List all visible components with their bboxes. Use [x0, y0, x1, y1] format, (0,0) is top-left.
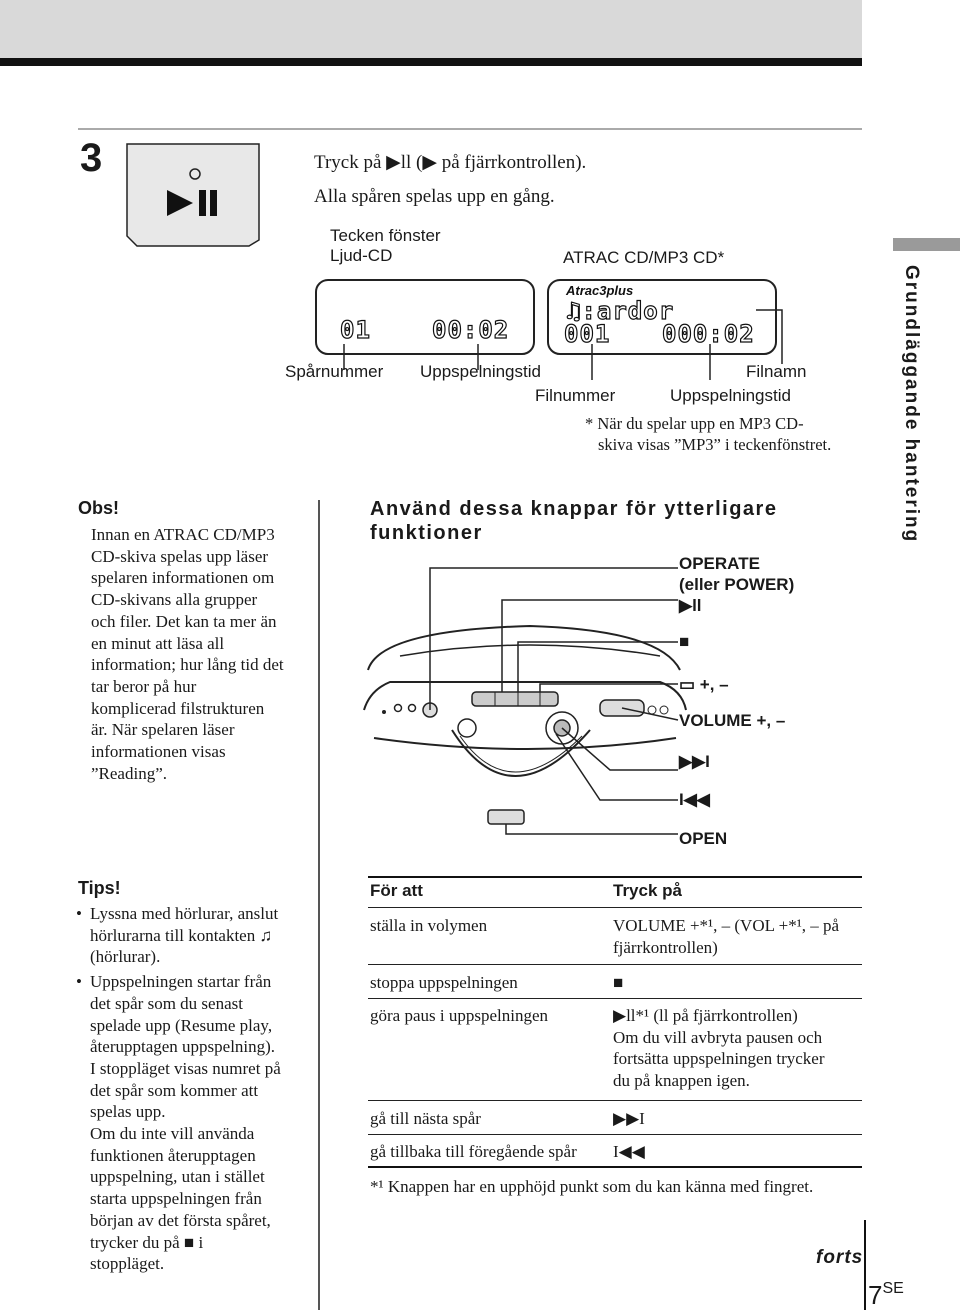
- callout-stop: ■: [679, 632, 690, 651]
- table-row-action: stoppa uppspelningen: [370, 973, 518, 992]
- step-result: Alla spåren spelas upp en gång.: [314, 186, 555, 207]
- cd-display-title-line1: Tecken fönster: [330, 226, 441, 245]
- obs-line: komplicerad filstrukturen: [91, 698, 265, 718]
- mp3-footnote-line1: * När du spelar upp en MP3 CD-: [585, 414, 804, 433]
- cd-display-title: [330, 226, 441, 266]
- tips-heading: Tips!: [78, 878, 121, 898]
- page-number-suffix: SE: [882, 1280, 904, 1297]
- atrac-play-time: 000:02: [662, 320, 755, 348]
- obs-line: informationen visas: [91, 742, 226, 762]
- tips-line: det spår som du senast: [90, 993, 243, 1013]
- callout-open: OPEN: [679, 829, 728, 848]
- label-play-time-atrac: Uppspelningstid: [670, 386, 791, 405]
- bullet: •: [76, 972, 82, 992]
- mp3-footnote: [585, 413, 831, 455]
- continue-label: forts: [816, 1247, 864, 1268]
- table-header-action: För att: [370, 881, 423, 900]
- callout-operate-line1: OPERATE: [679, 554, 760, 573]
- page-number: [868, 1280, 904, 1311]
- table-row-action: göra paus i uppspelningen: [370, 1006, 548, 1025]
- table-row-press: [613, 1005, 863, 1092]
- obs-line: och filer. Det kan ta mer än: [91, 611, 277, 631]
- atrac-file-number: 001: [564, 320, 611, 348]
- table-row-press: I◀◀: [613, 1142, 645, 1161]
- header-band: [0, 0, 862, 58]
- side-tab-label: Grundläggande hantering: [901, 265, 922, 544]
- callout-volume: VOLUME +, –: [679, 711, 786, 730]
- extra-heading-line1: Använd dessa knappar för ytterligare: [370, 498, 778, 520]
- label-file-name: Filnamn: [746, 362, 807, 381]
- cd-display-title-line2: Ljud-CD: [330, 246, 393, 265]
- obs-line: CD-skivans alla grupper: [91, 590, 258, 610]
- tips-line: trycker du på ■ i: [90, 1232, 204, 1252]
- table-row-action: ställa in volymen: [370, 916, 488, 935]
- tips-line: spelas upp.: [90, 1102, 166, 1122]
- table-press-line: Om du vill avbryta pausen och: [613, 1027, 823, 1047]
- mp3-footnote-line2: skiva visas ”MP3” i teckenfönstret.: [598, 435, 832, 454]
- table-row-action: gå tillbaka till föregående spår: [370, 1142, 577, 1161]
- step-instruction: Tryck på ▶ll (▶ på fjärrkontrollen).: [314, 152, 587, 173]
- table-press-line: ▶ll*¹ (ll på fjärrkontrollen): [613, 1006, 798, 1025]
- tips-line: Uppspelningen startar från: [90, 972, 272, 992]
- tips-line: funktionen återupptagen: [90, 1145, 256, 1165]
- tips-line: spelade upp (Resume play,: [90, 1015, 273, 1035]
- tips-line: (hörlurar).: [90, 947, 161, 967]
- footer-rule: [864, 1220, 866, 1310]
- bullet: •: [76, 904, 82, 923]
- tips-line: starta uppspelningen från: [90, 1189, 262, 1209]
- label-play-time-cd: Uppspelningstid: [420, 362, 541, 381]
- tips-line: hörlurarna till kontakten ♫: [90, 925, 273, 945]
- obs-line: Innan en ATRAC CD/MP3: [91, 525, 275, 544]
- obs-heading: Obs!: [78, 498, 120, 518]
- table-press-line: fjärrkontrollen): [613, 937, 718, 957]
- header-rule: [0, 58, 862, 66]
- table-row-rule: [368, 998, 862, 999]
- table-row-rule: [368, 964, 862, 965]
- tips-line: uppspelning, utan i stället: [90, 1167, 265, 1187]
- table-press-line: du på knappen igen.: [613, 1071, 750, 1091]
- tips-line: Om du inte vill använda: [90, 1124, 255, 1144]
- extra-heading-line2: funktioner: [370, 522, 483, 544]
- table-header-press: Tryck på: [613, 881, 682, 900]
- label-file-number: Filnummer: [535, 386, 616, 405]
- obs-line: ”Reading”.: [91, 763, 167, 783]
- tips-line: I stoppläget visas numret på: [90, 1058, 281, 1078]
- table-bottom-rule: [368, 1166, 862, 1168]
- label-track-number: Spårnummer: [285, 362, 384, 381]
- tips-line: början av det första spåret,: [90, 1210, 271, 1230]
- callout-operate-line2: (eller POWER): [679, 575, 795, 594]
- obs-line: CD-skiva spelas upp läser: [91, 546, 269, 566]
- callout-group: ▭ +, –: [679, 675, 729, 694]
- table-footnote: *¹ Knappen har en upphöjd punkt som du kan känna med fingret.: [370, 1177, 814, 1196]
- tips-list: [76, 903, 312, 1275]
- table-press-line: fortsätta uppspelningen trycker: [613, 1049, 825, 1069]
- callout-play-pause: ▶ll: [679, 596, 702, 615]
- obs-line: är. När spelaren läser: [91, 720, 235, 740]
- atrac-file-name: ♫:ardor: [566, 297, 675, 325]
- callout-operate: [679, 553, 794, 595]
- play-pause-button-illustration: [123, 140, 263, 248]
- table-row-rule: [368, 1100, 862, 1101]
- cd-track-number: 01: [340, 316, 371, 344]
- callout-next: ▶▶I: [679, 752, 710, 771]
- cd-play-time: 00:02: [432, 316, 510, 344]
- table-row-press: ■: [613, 973, 624, 992]
- tips-line: stoppläget.: [90, 1254, 165, 1274]
- side-tab-marker: [893, 238, 960, 251]
- tips-line: Lyssna med hörlurar, anslut: [90, 904, 279, 923]
- tips-item: [76, 903, 312, 968]
- atrac-display-title: ATRAC CD/MP3 CD*: [563, 248, 725, 267]
- obs-line: tar beror på hur: [91, 676, 197, 696]
- obs-line: spelaren informationen om: [91, 568, 275, 588]
- table-row-rule: [368, 1134, 862, 1135]
- tips-item: [76, 971, 312, 1275]
- table-row-action: gå till nästa spår: [370, 1109, 481, 1128]
- table-row-press: ▶▶I: [613, 1109, 645, 1128]
- obs-line: en minut att läsa all: [91, 633, 225, 653]
- step-rule: [78, 128, 862, 130]
- table-row-press: [613, 915, 863, 958]
- table-top-rule: [368, 876, 862, 878]
- table-header-rule: [368, 907, 862, 908]
- tips-line: återupptagen uppspelning).: [90, 1037, 276, 1057]
- cd-player-illustration: [360, 560, 690, 840]
- callout-prev: I◀◀: [679, 790, 710, 809]
- column-divider: [318, 500, 320, 1310]
- tips-line: det spår som kommer att: [90, 1080, 259, 1100]
- obs-line: information; hur lång tid det: [91, 655, 284, 675]
- step-number: 3: [80, 136, 103, 180]
- atrac3plus-logo: Atrac3plus: [566, 283, 634, 298]
- obs-text: [91, 524, 313, 784]
- table-press-line: VOLUME +*¹, – (VOL +*¹, – på: [613, 916, 840, 935]
- page-number-value: 7: [868, 1280, 883, 1310]
